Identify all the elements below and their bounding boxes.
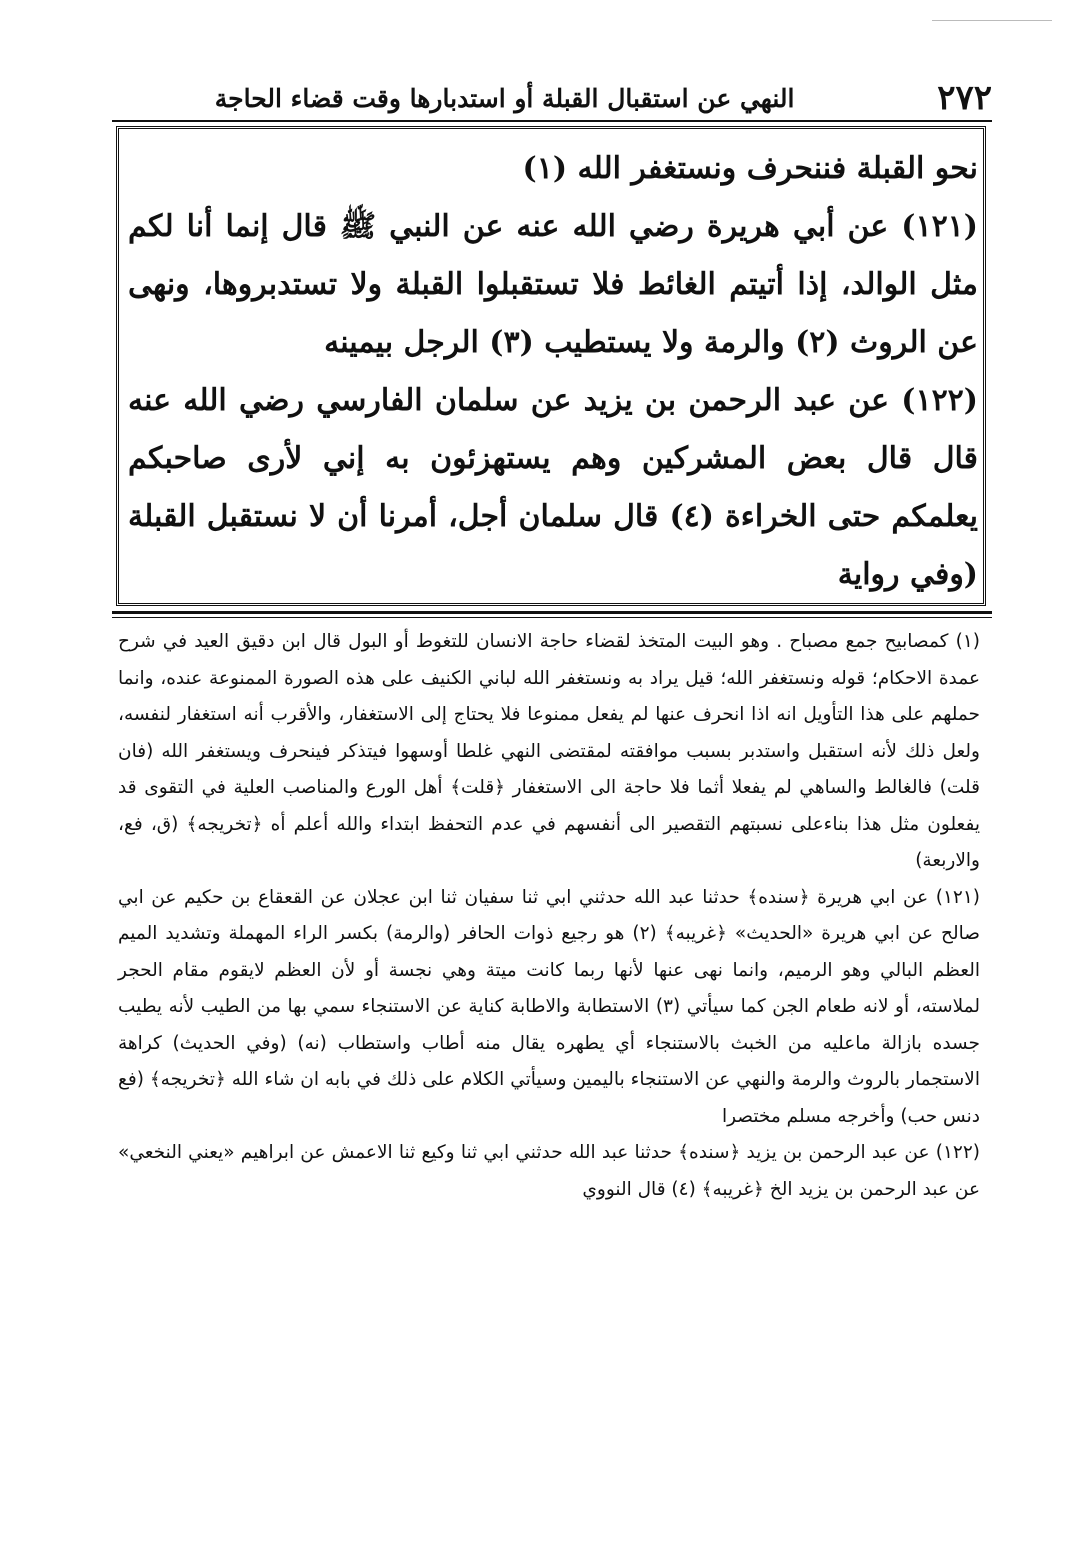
footnote-separator-thin	[112, 617, 992, 618]
matn-paragraph: نحو القبلة فننحرف ونستغفر الله (١)	[522, 151, 978, 186]
scan-artifact-line	[932, 20, 1052, 21]
note-paragraph: (١٢٢) عن عبد الرحمن بن يزيد ﴿سنده﴾ حدثنا عبد الله حدثني ابي ثنا وكيع ثنا الاعمش عن ابراهيم «يعني النخعي» عن عبد الرحمن بن يزيد الخ ﴿غريبه﴾ (٤) قال النووي	[118, 1142, 980, 1200]
commentary-notes	[118, 624, 980, 1539]
page-number: ٢٧٢	[937, 78, 992, 118]
note-paragraph: (١) كمصابيح جمع مصباح . وهو البيت المتخذ لقضاء حاجة الانسان للتغوط أو البول قال ابن دقيق العيد في شرح عمدة الاحكام؛ قوله ونستغفر الله؛ قيل يراد به ونستغفر الله لباني الكنيف على هذه الصورة الممنوعة عنده، وانما حملهم على هذا التأويل انه اذا انحرف عنها لم يفعل ممنوعا فلا يحتاج إلى الاستغفار، والأقرب أنه استغفار لنفسه، ولعل ذلك لأنه استقبل واستدبر بسبب موافقته لمقتضى النهي غلطا أوسهوا فيتذكر فينحرف ويستغفر الله (فان قلت) فالغالط والساهي لم يفعلا أثما فلا حاجة الى الاستغفار ﴿قلت﴾ أهل الورع والمناصب العلية في التقوى قد يفعلون مثل هذا بناءعلى نسبتهم التقصير الى أنفسهم في عدم التحفظ ابتداء والله أعلم أه ﴿تخريجه﴾ (ق، فع، والاربعة)	[118, 631, 980, 871]
page-header	[112, 78, 992, 118]
hadith-text	[128, 140, 978, 600]
running-title: النهي عن استقبال القبلة أو استدبارها وقت قضاء الحاجة	[214, 83, 795, 113]
note-paragraph: (١٢١) عن ابي هريرة ﴿سنده﴾ حدثنا عبد الله حدثني ابي ثنا سفيان ثنا ابن عجلان عن القعقاع بن حكيم عن ابي صالح عن ابي هريرة «الحديث» ﴿غريبه﴾ (٢) هو رجيع ذوات الحافر (والرمة) بكسر الراء المهملة وتشديد الميم العظم البالي وهو الرميم، وانما نهى عنها لأنها ربما كانت ميتة وهي نجسة أو لأن العظم لايقوم مقام الحجر لملاسته، أو لانه طعام الجن كما سيأتي (٣) الاستطابة والاطابة كناية عن الاستنجاء سمي بها من الطيب لأنه يطيب جسده بازالة ماعليه من الخبث بالاستنجاء أي يطهره يقال منه أطاب واستطاب (نه) (وفي الحديث) كراهة الاستجمار بالروث والرمة والنهي عن الاستنجاء باليمين وسيأتي الكلام على ذلك في بابه ان شاء الله ﴿تخريجه﴾ (فع دنس حب) وأخرجه مسلم مختصرا	[118, 886, 980, 1127]
matn-paragraph: (١٢١) عن أبي هريرة رضي الله عنه عن النبي ﷺ قال إنما أنا لكم مثل الوالد، إذا أتيتم الغائط فلا تستقبلوا القبلة ولا تستدبروها، ونهى عن الروث (٢) والرمة ولا يستطيب (٣) الرجل بيمينه	[128, 209, 978, 360]
header-rule	[112, 120, 992, 122]
matn-paragraph: (١٢٢) عن عبد الرحمن بن يزيد عن سلمان الفارسي رضي الله عنه قال قال بعض المشركين وهم يستهزئون به إني لأرى صاحبكم يعلمكم حتى الخراءة (٤) قال سلمان أجل، أمرنا أن لا نستقبل القبلة (وفي رواية	[128, 383, 978, 592]
footnote-separator	[112, 611, 992, 614]
